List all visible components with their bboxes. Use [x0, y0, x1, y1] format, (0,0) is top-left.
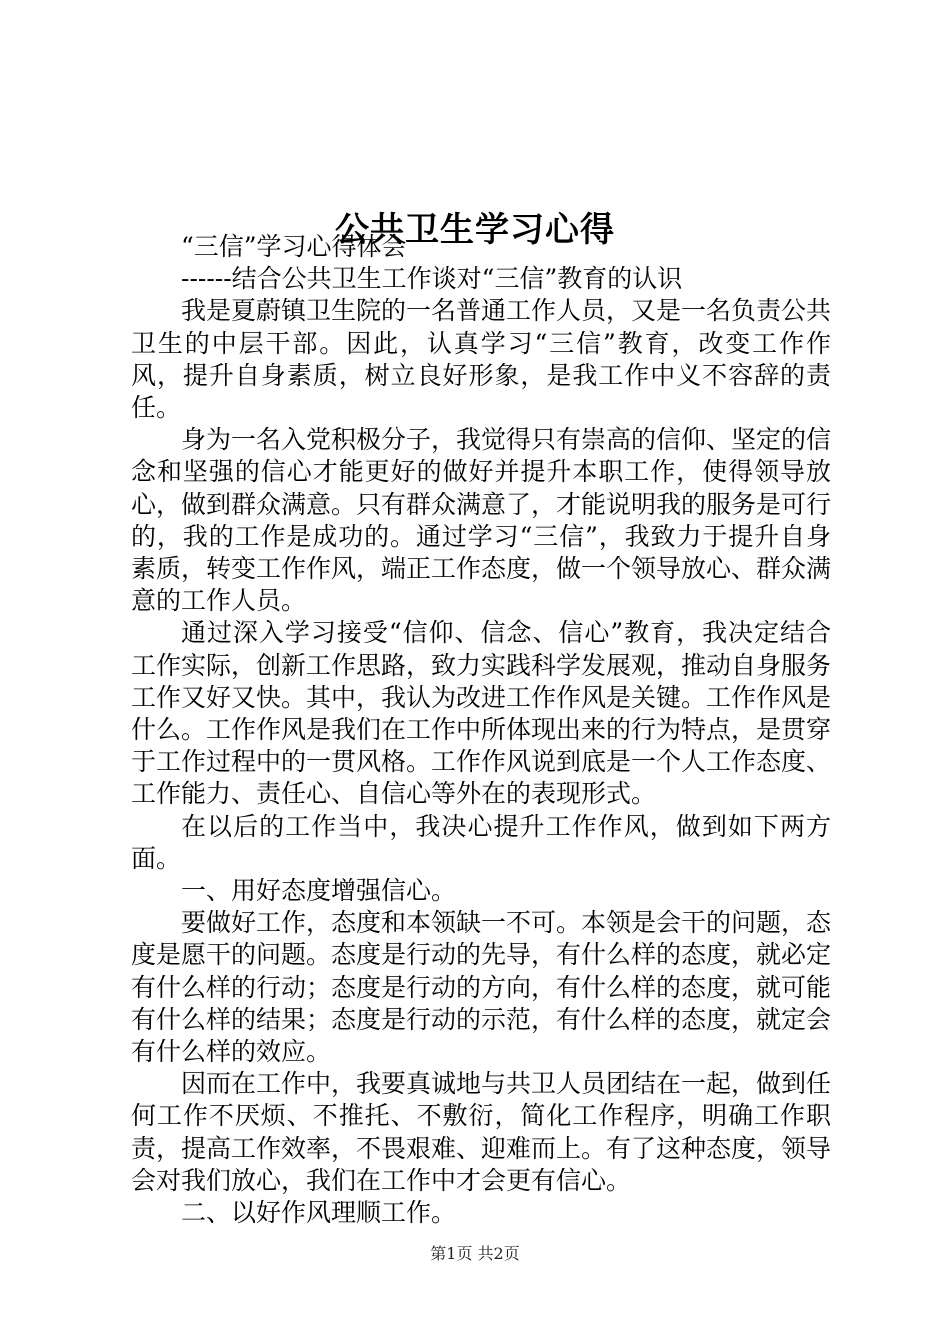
paragraph-5: 通过深入学习接受“信仰、信念、信心”教育，我决定结合工作实际，创新工作思路，致力实践科学发展观，推动自身服务工作又好又快。其中，我认为改进工作作风是关键。工作作风是什么。工作作风是我们在工作中所体现出来的行为特点，是贯穿于工作过程中的一贯风格。工作作风说到底是一个人工作态度、工作能力、责任心、自信心等外在的表现形式。 [131, 618, 832, 809]
document-title: 公共卫生学习心得 [335, 209, 615, 250]
paragraph-2: ------结合公共卫生工作谈对“三信”教育的认识 [181, 264, 683, 294]
paragraph-1: “三信”学习心得体会 [181, 232, 407, 261]
paragraph-6: 在以后的工作当中，我决心提升工作作风，做到如下两方面。 [131, 811, 831, 873]
paragraph-9: 因而在工作中，我要真诚地与共卫人员团结在一起，做到任何工作不厌烦、不推托、不敷衍，简化工作程序，明确工作职责，提高工作效率，不畏艰难、迎难而上。有了这种态度，领导会对我们放心，我们在工作中才会更有信心。 [131, 1069, 832, 1195]
document-body [131, 231, 831, 1229]
paragraph-4: 身为一名入党积极分子，我觉得只有崇高的信仰、坚定的信念和坚强的信心才能更好的做好并提升本职工作，使得领导放心，做到群众满意。只有群众满意了，才能说明我的服务是可行的，我的工作是成功的。通过学习“三信”，我致力于提升自身素质，转变工作作风，端正工作态度，做一个领导放心、群众满意的工作人员。 [131, 425, 832, 616]
paragraph-8: 要做好工作，态度和本领缺一不可。本领是会干的问题，态度是愿干的问题。态度是行动的先导，有什么样的态度，就必定有什么样的行动；态度是行动的方向，有什么样的态度，就可能有什么样的结果；态度是行动的示范，有什么样的态度，就定会有什么样的效应。 [131, 908, 832, 1067]
paragraph-3: 我是夏蔚镇卫生院的一名普通工作人员，又是一名负责公共卫生的中层干部。因此，认真学习“三信”教育，改变工作作风，提升自身素质，树立良好形象，是我工作中义不容辞的责任。 [131, 296, 832, 423]
page-number-footer: 第1页 共2页 [430, 1244, 520, 1263]
paragraph-7: 一、用好态度增强信心。 [181, 876, 457, 906]
paragraph-10: 二、以好作风理顺工作。 [181, 1198, 457, 1228]
